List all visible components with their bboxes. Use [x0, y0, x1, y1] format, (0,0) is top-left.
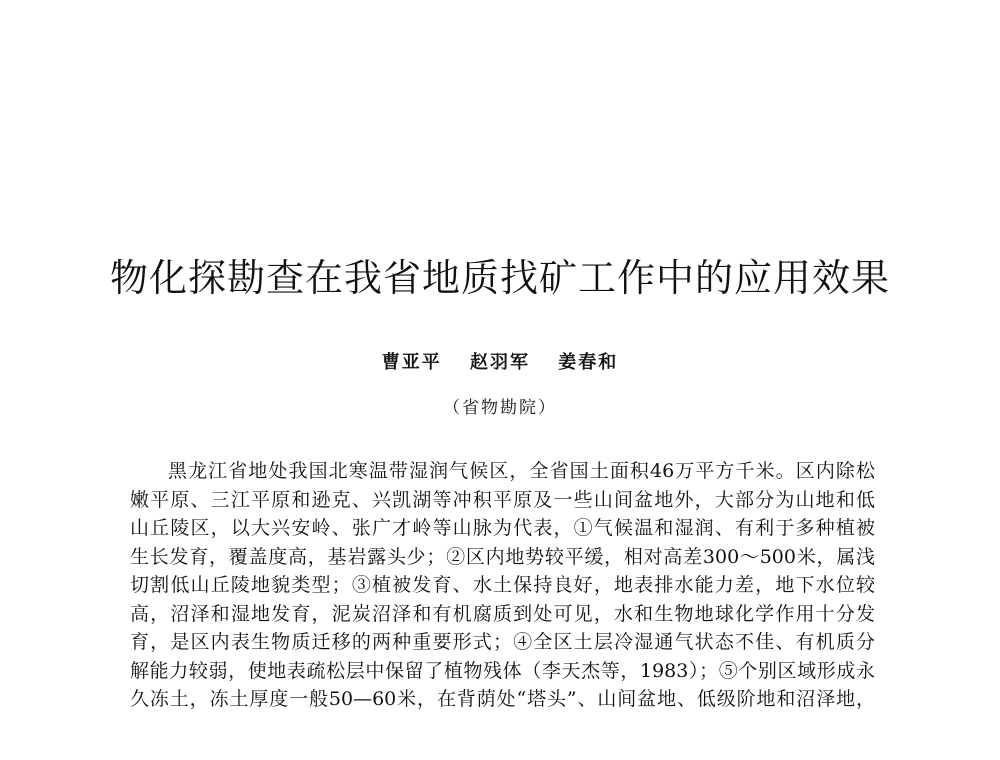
paragraph-line: 解能力较弱，使地表疏松层中保留了植物残体（李天杰等，1983）；⑤个别区域形成永	[130, 659, 875, 682]
paragraph-line: 久冻土，冻土厚度一般50—60米，在背荫处“塔头”、山间盆地、低级阶地和沼泽地，	[130, 688, 875, 710]
author-name: 赵羽军	[470, 352, 530, 373]
paper-title: 物化探勘查在我省地质找矿工作中的应用效果	[109, 256, 890, 300]
paragraph-line: 高，沼泽和湿地发育，泥炭沼泽和有机腐质到处可见，水和生物地球化学作用十分发	[130, 602, 875, 625]
paragraph-line: 生长发育，覆盖度高，基岩露头少；②区内地势较平缓，相对高差300～500米，属浅	[130, 545, 875, 568]
paragraph-line: 黑龙江省地处我国北寒温带湿润气候区，全省国土面积46万平方千米。区内除松	[168, 460, 875, 482]
paragraph-line: 切割低山丘陵地貌类型；③植被发育、水土保持良好，地表排水能力差，地下水位较	[130, 574, 875, 596]
paragraph-line: 育，是区内表生物质迁移的两种重要形式；④全区土层冷湿通气状态不佳、有机质分	[130, 631, 875, 653]
author-list	[0, 349, 1000, 377]
author-affiliation: （省物勘院）	[443, 398, 557, 418]
paragraph-line: 山丘陵区，以大兴安岭、张广才岭等山脉为代表，①气候温和湿润、有利于多种植被	[130, 517, 875, 539]
author-name: 曹亚平	[381, 352, 442, 373]
paragraph-line: 嫩平原、三江平原和逊克、兴凯湖等冲积平原及一些山间盆地外，大部分为山地和低	[130, 488, 875, 511]
author-name: 姜春和	[558, 352, 619, 373]
body-paragraph	[130, 457, 875, 714]
